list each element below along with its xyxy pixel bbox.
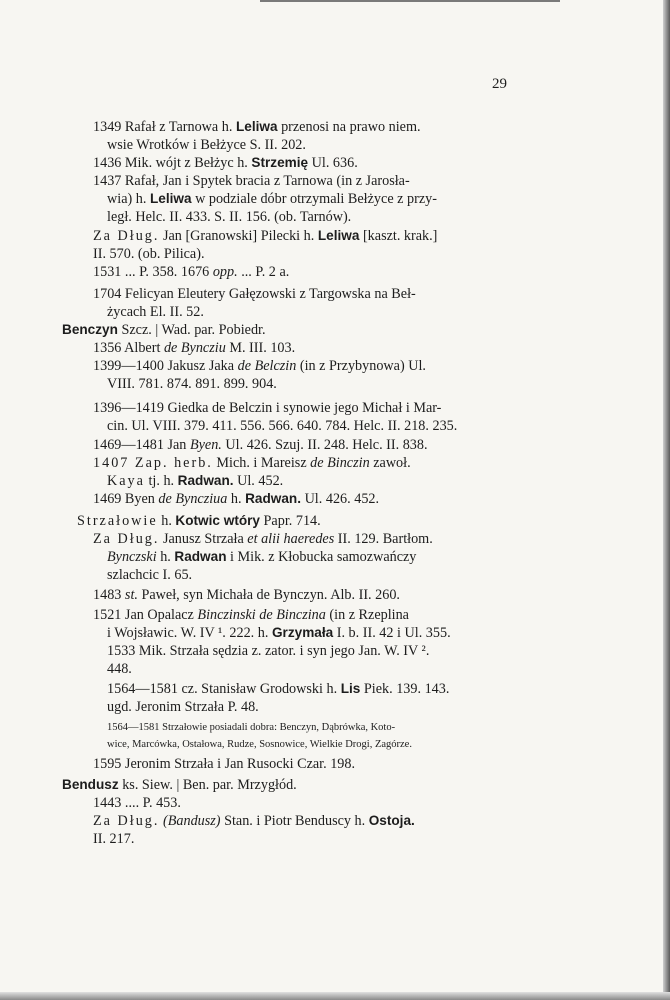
herb-name: Leliwa	[235, 119, 278, 134]
text-segment: ks. Siew. | Ben. par. Mrzygłód.	[118, 777, 297, 793]
herb-name: Bendusz	[62, 777, 119, 792]
text-segment: 1564—1581 Strzałowie posiadali dobra: Benczyn, Dąbrówka, Koto-	[107, 722, 396, 733]
herb-name: Benczyn	[62, 322, 118, 337]
herb-name: Grzymała	[271, 625, 334, 640]
text-line	[107, 417, 457, 435]
text-segment: 1349 Rafał z Tarnowa h.	[93, 119, 236, 135]
herb-name: Leliwa	[149, 191, 192, 206]
text-line	[93, 755, 355, 773]
text-segment: 1356 Albert	[93, 340, 164, 356]
text-segment: h.	[156, 549, 175, 565]
text-line	[93, 154, 358, 172]
text-line	[93, 399, 441, 417]
text-line	[93, 339, 295, 357]
text-segment: wice, Marcówka, Ostałowa, Rudze, Sosnowice, Wielkie Drogi, Zagórze.	[107, 739, 412, 750]
text-line	[93, 436, 428, 454]
text-segment: II. 570. (ob. Pilica).	[93, 246, 205, 262]
text-segment: legł. Helc. II. 433. S. II. 156. (ob. Tarnów).	[107, 209, 352, 225]
latin-phrase: st.	[124, 587, 138, 603]
text-segment: 1564—1581 cz. Stanisław Grodowski h.	[107, 681, 341, 697]
text-segment: h.	[157, 513, 176, 529]
text-segment: 1483	[93, 587, 125, 603]
text-line	[107, 190, 437, 208]
text-line	[107, 136, 306, 154]
text-segment: ... P. 2 a.	[237, 264, 290, 280]
text-segment: przenosi na prawo niem.	[277, 119, 421, 135]
scan-bottom-edge	[0, 992, 670, 1000]
text-line	[93, 812, 415, 830]
herb-name: Radwan	[174, 549, 227, 564]
text-segment: Za Dług.	[93, 228, 160, 244]
text-segment: tj. h.	[144, 473, 178, 489]
text-segment: Papr. 714.	[260, 513, 321, 529]
text-segment: Ul. 452.	[233, 473, 284, 489]
text-segment: 1704 Felicyan Eleutery Gałęzowski z Targowska na Beł-	[93, 286, 416, 302]
text-line	[93, 530, 433, 548]
herb-name: Lis	[340, 681, 361, 696]
scan-right-edge	[663, 0, 670, 1000]
text-segment: wia) h.	[107, 191, 150, 207]
text-segment: 1396—1419 Giedka de Belczin i synowie jego Michał i Mar-	[93, 400, 442, 416]
text-segment: 1595 Jeronim Strzała i Jan Rusocki Czar. 198.	[93, 756, 356, 772]
text-line	[107, 698, 259, 716]
text-segment: Szcz. | Wad. par. Pobiedr.	[117, 322, 266, 338]
text-line	[107, 624, 451, 642]
text-segment: ugd. Jeronim Strzała P. 48.	[107, 699, 259, 715]
text-segment: cin. Ul. VIII. 379. 411. 556. 566. 640. 784. Helc. II. 218. 235.	[107, 418, 458, 434]
text-segment: 1469 Byen	[93, 491, 159, 507]
text-line	[107, 736, 412, 754]
text-segment: VIII. 781. 874. 891. 899. 904.	[107, 376, 277, 392]
text-segment: i Wojsławic. W. IV ¹. 222. h.	[107, 625, 272, 641]
text-segment: Strzałowie	[77, 513, 158, 529]
text-line	[107, 303, 204, 321]
text-line	[77, 512, 321, 530]
text-segment: Piek. 139. 143.	[360, 681, 450, 697]
text-line	[93, 227, 437, 245]
herb-name: Strzemię	[251, 155, 309, 170]
text-segment: II. 217.	[93, 831, 135, 847]
latin-phrase: Binczinski de Binczina	[197, 607, 326, 623]
text-line	[93, 118, 421, 136]
text-segment: (in z Przybynowa) Ul.	[296, 358, 426, 374]
text-segment: II. 129. Bartłom.	[334, 531, 433, 547]
text-segment: 1533 Mik. Strzała sędzia z. zator. i syn jego Jan. W. IV ².	[107, 643, 430, 659]
text-segment: M. III. 103.	[225, 340, 296, 356]
text-segment: i Mik. z Kłobucka samozwańczy	[226, 549, 417, 565]
text-segment: Za Dług.	[93, 813, 160, 829]
text-line	[107, 660, 132, 678]
text-line	[107, 472, 283, 490]
text-line	[107, 642, 429, 660]
text-line	[107, 719, 395, 737]
text-line	[93, 285, 416, 303]
latin-phrase: opp.	[212, 264, 238, 280]
text-line	[62, 776, 297, 794]
text-segment: Ul. 426. Szuj. II. 248. Helc. II. 838.	[221, 437, 428, 453]
text-segment: h.	[227, 491, 246, 507]
text-segment: Za Dług.	[93, 531, 160, 547]
text-segment: 1469—1481 Jan	[93, 437, 190, 453]
latin-phrase: Byen.	[189, 437, 222, 453]
text-segment: 1407 Zap. herb.	[93, 455, 213, 471]
text-line	[93, 172, 410, 190]
text-segment: 1443 .... P. 453.	[93, 795, 181, 811]
herb-name: Leliwa	[317, 228, 360, 243]
text-segment: Ul. 426. 452.	[301, 491, 380, 507]
text-line	[107, 208, 351, 226]
text-segment: 1521 Jan Opalacz	[93, 607, 198, 623]
herb-name: Radwan.	[177, 473, 234, 488]
latin-phrase: Bynczski	[107, 549, 157, 565]
herb-name: Ostoja.	[368, 813, 415, 828]
text-line	[107, 375, 277, 393]
latin-phrase: de Belczin	[237, 358, 297, 374]
text-segment: 1399—1400 Jakusz Jaka	[93, 358, 238, 374]
herb-name: Kotwic wtóry	[175, 513, 260, 528]
latin-phrase: de Byncziu	[163, 340, 226, 356]
text-segment: Mich. i Mareisz	[212, 455, 311, 471]
text-line	[93, 794, 181, 812]
text-line	[93, 245, 205, 263]
text-segment: 1531 ... P. 358. 1676	[93, 264, 213, 280]
text-segment: Paweł, syn Michała de Bynczyn. Alb. II. 260.	[137, 587, 400, 603]
latin-phrase: (Bandusz)	[162, 813, 221, 829]
text-segment: 448.	[107, 661, 132, 677]
text-segment: 1437 Rafał, Jan i Spytek bracia z Tarnowa (in z Jarosła-	[93, 173, 410, 189]
text-segment: Jan [Granowski] Pilecki h.	[159, 228, 318, 244]
text-line	[107, 566, 192, 584]
latin-phrase: et alii haeredes	[247, 531, 335, 547]
herb-name: Radwan.	[245, 491, 302, 506]
text-line	[93, 586, 400, 604]
text-segment: zawoł.	[369, 455, 411, 471]
text-line	[62, 321, 266, 339]
text-segment: szlachcic I. 65.	[107, 567, 193, 583]
text-line	[93, 454, 411, 472]
text-segment: Kaya	[107, 473, 145, 489]
latin-phrase: de Byncziua	[158, 491, 228, 507]
latin-phrase: de Binczin	[310, 455, 370, 471]
page-number: 29	[492, 76, 507, 92]
text-line	[107, 548, 416, 566]
text-line	[93, 490, 379, 508]
text-segment: Ul. 636.	[308, 155, 358, 171]
text-segment: Stan. i Piotr Benduscy h.	[220, 813, 369, 829]
text-line	[93, 830, 134, 848]
text-segment: 1436 Mik. wójt z Bełżyc h.	[93, 155, 252, 171]
text-line	[93, 606, 409, 624]
text-segment: I. b. II. 42 i Ul. 355.	[333, 625, 451, 641]
text-line	[107, 680, 449, 698]
text-segment: [kaszt. krak.]	[359, 228, 438, 244]
text-line	[93, 263, 289, 281]
text-segment: Janusz Strzała	[159, 531, 248, 547]
text-segment: wsie Wrotków i Bełżyce S. II. 202.	[107, 137, 306, 153]
text-segment: (in z Rzeplina	[325, 607, 409, 623]
text-segment: w podziale dóbr otrzymali Bełżyce z przy-	[191, 191, 437, 207]
text-segment: życach El. II. 52.	[107, 304, 204, 320]
scan-top-edge	[260, 0, 560, 2]
text-line	[93, 357, 426, 375]
